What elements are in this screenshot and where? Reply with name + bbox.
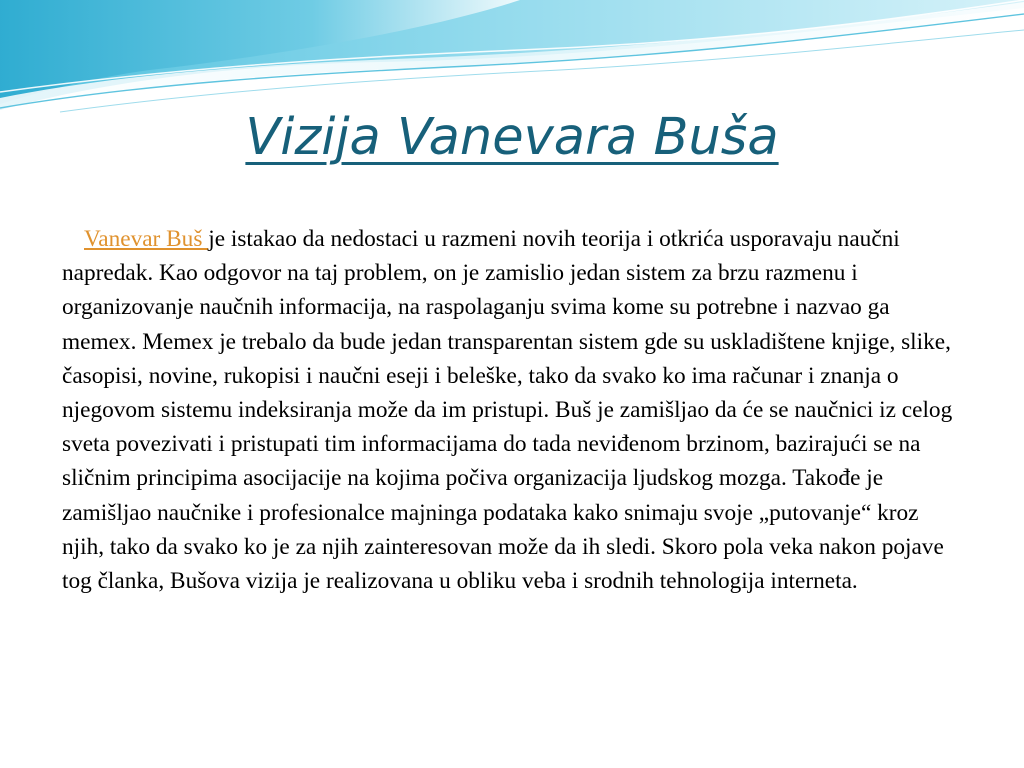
slide-title xyxy=(0,106,1024,170)
vanevar-bush-link[interactable]: Vanevar Buš xyxy=(84,226,209,252)
slide-body-text: je istakao da nedostaci u razmeni novih teorija i otkrića usporavaju naučni napredak. Kao odgovor na taj problem, on je zamislio jedan sistem za brzu razmenu i organizovanje naučnih informacija, na raspolaganju svima kome su potrebne i nazvao ga memex. Memex je trebalo da bude jedan transparentan sistem gde su uskladištene knjige, slike, časopisi, novine, rukopisi i naučni eseji i beleške, tako da svako ko ima računar i znanja o njegovom sistemu indeksiranja može da im pristupi. Buš je zamišljao da će se naučnici iz celog sveta povezivati i pristupati tim informacijama do tada neviđenom brzinom, bazirajući se na sličnim principima asocijacije na kojima počiva organizacija ljudskog mozga. Takođe je zamišljao naučnike i profesionalce majninga podataka kako snimaju svoje „putovanje“ kroz njih, tako da svako ko je za njih zainteresovan može da ih sledi. Skoro pola veka nakon pojave tog članka, Bušova vizija je realizovana u obliku veba i srodnih tehnologija interneta. xyxy=(62,226,953,595)
slide-title-text: Vizija Vanevara Buša xyxy=(245,108,779,167)
slide-body-paragraph xyxy=(62,222,962,598)
